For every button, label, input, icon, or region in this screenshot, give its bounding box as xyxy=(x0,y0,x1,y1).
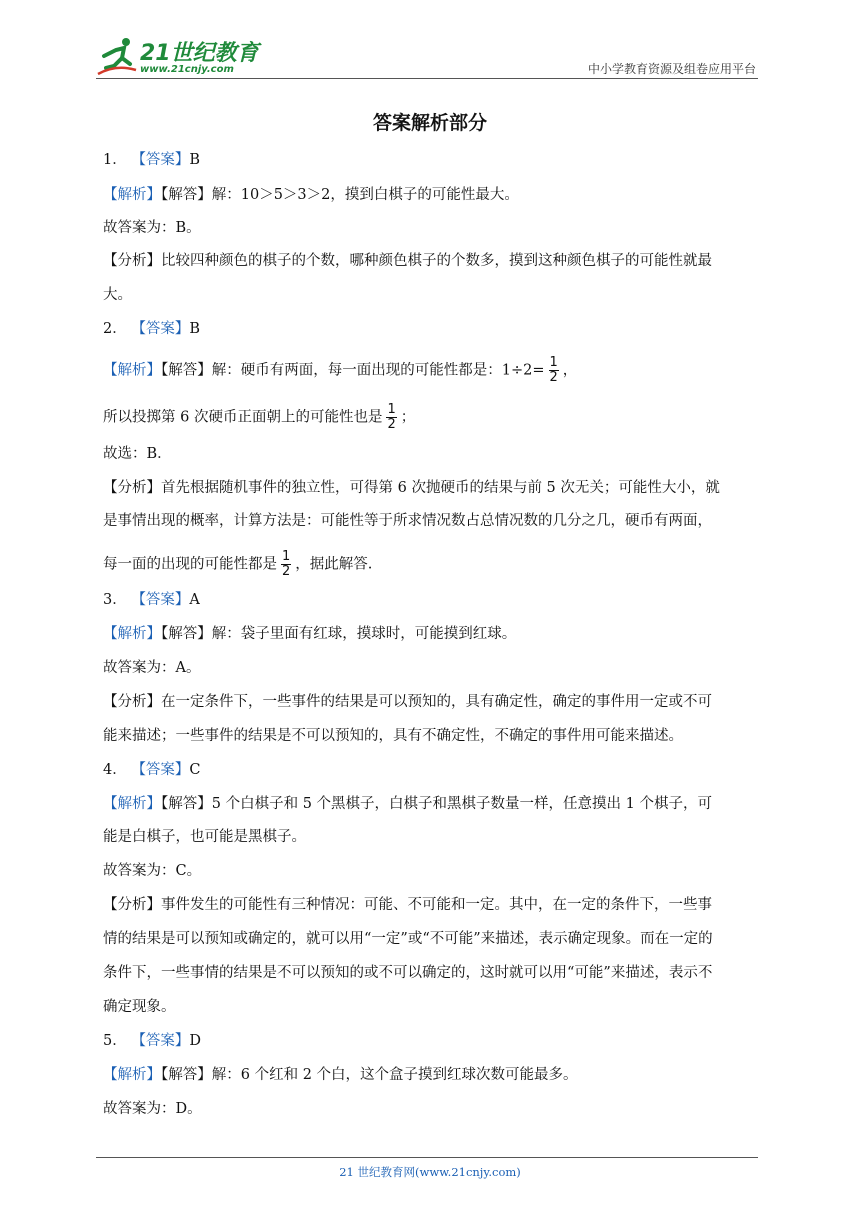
fraction-numerator: 1 xyxy=(282,549,291,564)
header-divider xyxy=(96,78,758,79)
q2-summary-line3 xyxy=(103,550,372,579)
q4-number: 4． xyxy=(103,762,127,778)
page-title: 答案解析部分 xyxy=(372,112,487,134)
q2-number: 2． xyxy=(103,321,127,337)
q2-summary-line3-end: ，据此解答. xyxy=(295,556,373,573)
q5-answer-tag: 【答案】 xyxy=(131,1033,190,1049)
logo-url: www.21cnjy.com xyxy=(140,64,234,75)
fraction-numerator: 1 xyxy=(549,355,558,370)
q2-line2 xyxy=(103,403,415,432)
q2-analysis-text: 【解答】解：硬币有两面，每一面出现的可能性都是：1÷2= xyxy=(161,362,545,379)
q5-analysis-line xyxy=(103,1065,578,1085)
q4-summary-line4: 确定现象。 xyxy=(103,999,176,1015)
q4-answer-tag: 【答案】 xyxy=(131,762,190,778)
q4-summary-line2: 情的结果是可以预知或确定的，就可以用“一定”或“不可能”来描述，表示确定现象。而在一定的 xyxy=(103,931,713,947)
q3-answer-line xyxy=(103,590,200,610)
q3-summary-line1: 【分析】在一定条件下，一些事件的结果是可以预知的，具有确定性，确定的事件用一定或不可 xyxy=(103,694,712,710)
q2-summary-line1: 【分析】首先根据随机事件的独立性，可得第 6 次抛硬币的结果与前 5 次无关；可能性大小，就 xyxy=(103,480,720,496)
q2-analysis-tag: 【解析】 xyxy=(103,362,161,379)
q4-answer-line xyxy=(103,760,200,780)
q1-conclusion: 故答案为：B。 xyxy=(103,220,201,236)
logo xyxy=(96,34,266,78)
q4-summary-line3: 条件下，一些事情的结果是不可以预知的或不可以确定的，这时就可以用“可能”来描述，表示不 xyxy=(103,965,713,981)
footer-text: 21 世纪教育网(www.21cnjy.com) xyxy=(339,1165,521,1179)
q1-analysis-tag: 【解析】 xyxy=(103,187,161,203)
q4-analysis-line xyxy=(103,794,712,814)
q4-summary-line1: 【分析】事件发生的可能性有三种情况：可能、不可能和一定。其中，在一定的条件下，一些事 xyxy=(103,897,712,913)
logo-text: 21世纪教育 xyxy=(140,41,259,66)
fraction xyxy=(549,356,559,385)
fraction-denominator: 2 xyxy=(549,370,558,385)
q3-summary-line2: 能来描述；一些事件的结果是不可以预知的，具有不确定性，不确定的事件用可能来描述。 xyxy=(103,728,683,744)
q2-summary-line3-text: 每一面的出现的可能性都是 xyxy=(103,556,277,573)
q1-answer: B xyxy=(189,152,200,168)
q3-answer: A xyxy=(189,592,200,608)
q3-analysis-line xyxy=(103,624,516,644)
q1-answer-line xyxy=(103,150,200,170)
q4-analysis-text: 【解答】5 个白棋子和 5 个黑棋子，白棋子和黑棋子数量一样，任意摸出 1 个棋子，可 xyxy=(161,796,712,812)
q5-analysis-tag: 【解析】 xyxy=(103,1067,161,1083)
q4-analysis-tag: 【解析】 xyxy=(103,796,161,812)
q1-summary-line1: 【分析】比较四种颜色的棋子的个数，哪种颜色棋子的个数多，摸到这种颜色棋子的可能性就最 xyxy=(103,253,712,269)
q2-answer-tag: 【答案】 xyxy=(131,321,190,337)
q1-answer-tag: 【答案】 xyxy=(131,152,190,168)
q3-answer-tag: 【答案】 xyxy=(131,592,190,608)
q1-number: 1． xyxy=(103,152,127,168)
q3-conclusion: 故答案为：A。 xyxy=(103,660,201,676)
fraction xyxy=(281,550,291,579)
q3-analysis-text: 【解答】解：袋子里面有红球，摸球时，可能摸到红球。 xyxy=(161,626,517,642)
q2-conclusion: 故选：B． xyxy=(103,446,172,462)
page-header xyxy=(96,30,758,80)
fraction-denominator: 2 xyxy=(282,564,291,579)
q1-summary-line2: 大。 xyxy=(103,287,132,303)
platform-name: 中小学教育资源及组卷应用平台 xyxy=(587,62,756,76)
q5-number: 5． xyxy=(103,1033,127,1049)
q5-answer-line xyxy=(103,1031,201,1051)
q1-analysis-line xyxy=(103,185,519,205)
q5-answer: D xyxy=(189,1033,201,1049)
q3-analysis-tag: 【解析】 xyxy=(103,626,161,642)
footer-divider xyxy=(96,1157,758,1158)
q4-analysis-line2: 能是白棋子，也可能是黑棋子。 xyxy=(103,829,306,845)
q2-summary-line2: 是事情出现的概率，计算方法是：可能性等于所求情况数占总情况数的几分之几，硬币有两面， xyxy=(103,513,712,529)
q2-line2-text: 所以投掷第 6 次硬币正面朝上的可能性也是 xyxy=(103,409,383,426)
q2-analysis-line xyxy=(103,356,577,385)
q2-analysis-end: ， xyxy=(562,362,578,379)
q2-answer-line xyxy=(103,319,200,339)
q1-analysis-text: 【解答】解：10＞5＞3＞2，摸到白棋子的可能性最大。 xyxy=(161,187,519,203)
fraction-numerator: 1 xyxy=(387,402,396,417)
fraction-denominator: 2 xyxy=(387,417,396,432)
q4-conclusion: 故答案为：C。 xyxy=(103,863,202,879)
runner-logo-icon xyxy=(96,34,140,78)
q5-analysis-text: 【解答】解：6 个红和 2 个白，这个盒子摸到红球次数可能最多。 xyxy=(161,1067,578,1083)
q4-answer: C xyxy=(189,762,201,778)
q2-answer: B xyxy=(189,321,200,337)
q5-conclusion: 故答案为：D。 xyxy=(103,1101,202,1117)
q3-number: 3． xyxy=(103,592,127,608)
q2-line2-end: ； xyxy=(400,409,416,426)
fraction xyxy=(386,403,396,432)
